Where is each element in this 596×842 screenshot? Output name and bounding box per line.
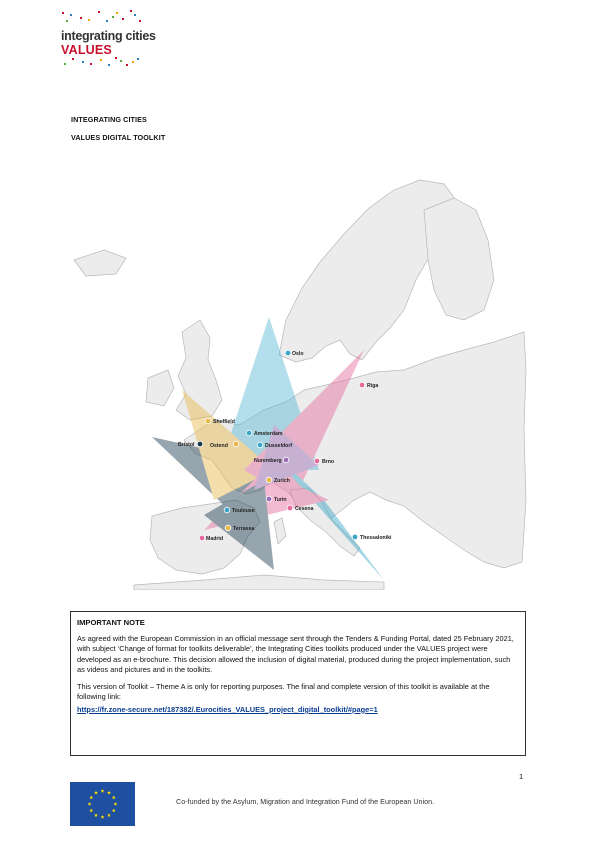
city-label-cesena: Cesena [295,506,314,512]
logo-text-primary: integrating cities [61,29,156,43]
note-paragraph-agreement: As agreed with the European Commission in an official message sent through the Tenders & Funding Portal, dated 25 February 2021, with subject ‘Change of format for toolkits deliverable’, the Integrating Cities toolkits produced under the VALUES project were developed as an e-brochure. This decision allowed the inclusion of digital material, produced during the project implementation, such as videos and pictures and in the toolkits. [77,634,514,674]
city-label-dusseldorf: Dusseldorf [265,443,293,449]
city-label-turin: Turin [274,497,287,503]
city-label-bristol: Bristol [178,442,195,448]
city-label-toulouse: Toulouse [232,508,255,514]
note-heading: IMPORTANT NOTE [77,618,145,627]
city-label-thessaloniki: Thessaloniki [360,535,392,541]
toolkit-link[interactable]: https://fr.zone-secure.net/187382/.Eurocities_VALUES_project_digital_toolkit/#page=1 [77,704,378,714]
page-number: 1 [519,772,524,781]
city-label-brno: Brno [322,459,335,465]
city-label-nuremberg: Nuremberg [254,458,282,464]
city-label-sheffield: Sheffield [213,419,235,425]
document-title: INTEGRATING CITIES [71,115,147,124]
city-label-terrassa: Terrassa [233,526,255,532]
document-subtitle: VALUES DIGITAL TOOLKIT [71,133,166,142]
city-label-zurich: Zurich [274,478,290,484]
city-label-madrid: Madrid [206,536,224,542]
city-label-ostend: Ostend [210,443,228,449]
eu-flag-icon [70,782,135,826]
note-paragraph-version: This version of Toolkit – Theme A is only for reporting purposes. The final and complete version of this toolkit is available at the following link: [77,682,490,702]
city-label-amsterdam: Amsterdam [254,431,283,437]
integrating-cities-logo [60,8,170,68]
important-note-box [70,611,526,756]
europe-map-icon [64,170,534,590]
city-label-riga: Riga [367,383,379,389]
logo-text-values: VALUES [61,43,112,57]
funding-statement: Co-funded by the Asylum, Migration and Integration Fund of the European Union. [176,797,435,806]
city-label-oslo: Oslo [292,351,304,357]
